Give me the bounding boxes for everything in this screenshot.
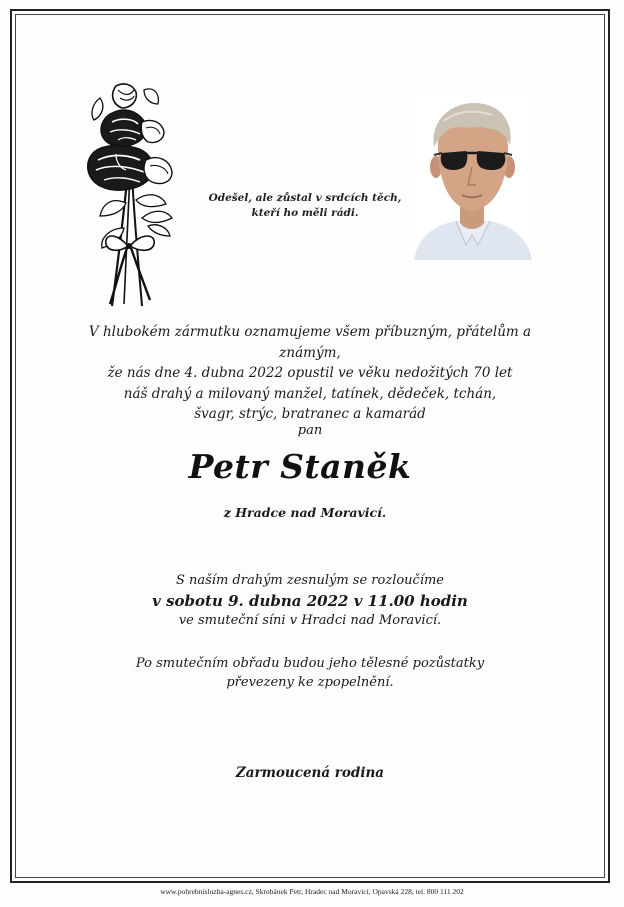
announcement-line: náš drahý a milovaný manžel, tatínek, dědeček, tchán, xyxy=(123,385,497,402)
funeral-date-time: v sobotu 9. dubna 2022 v 11.00 hodin xyxy=(152,592,468,610)
deceased-origin: z Hradce nad Moravicí. xyxy=(223,505,387,520)
deceased-name: Petr Staněk xyxy=(188,447,412,486)
funeral-details xyxy=(110,571,510,631)
funeral-intro: S naším drahým zesnulým se rozloučíme xyxy=(175,573,445,588)
announcement-line: švagr, strýc, bratranec a kamarád xyxy=(194,406,426,422)
cremation-note xyxy=(110,654,510,692)
family-signature: Zarmoucená rodina xyxy=(235,765,385,781)
announcement-text xyxy=(60,322,560,425)
announcement-line: V hlubokém zármutku oznamujeme všem příbuzným, přátelům a známým, xyxy=(88,324,532,361)
honorific: pan xyxy=(297,423,323,438)
motto-quote xyxy=(200,191,410,221)
motto-line: kteří ho měli rádi. xyxy=(251,207,359,219)
funeral-place: ve smuteční síni v Hradci nad Moravicí. xyxy=(178,613,442,628)
motto-line: Odešel, ale zůstal v srdcích těch, xyxy=(208,192,402,204)
cremation-line: převezeny ke zpopelnění. xyxy=(226,675,394,690)
portrait-photo xyxy=(410,95,535,260)
funeral-service-footer: www.pohrebnisluzba-agnes.cz, Skrobánek Petr, Hradec nad Moravicí, Opavská 228, tel. 800 111 202 xyxy=(160,887,464,896)
cremation-line: Po smutečním obřadu budou jeho tělesné pozůstatky xyxy=(135,656,485,671)
rose-illustration xyxy=(80,78,178,310)
announcement-line: že nás dne 4. dubna 2022 opustil ve věku nedožitých 70 let xyxy=(107,365,513,381)
